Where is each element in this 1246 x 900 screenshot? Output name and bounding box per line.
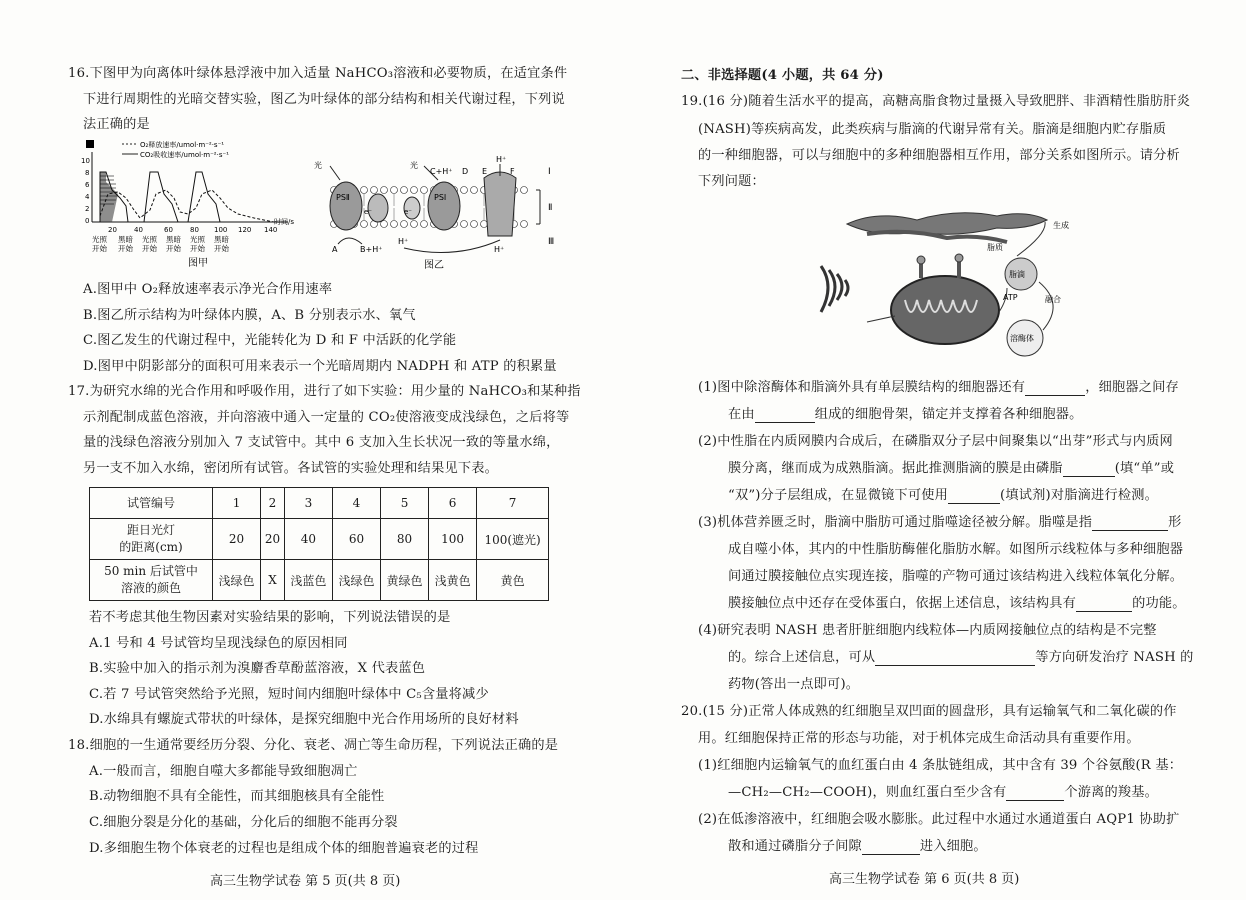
- q19-sub3-line-3: 间通过膜接触位点实现连接，脂噬的产物可通过该结构进入线粒体氧化分解。: [728, 569, 1184, 584]
- q19-sub3-line-1: [698, 515, 1182, 531]
- c-label: C+H⁺: [430, 167, 453, 176]
- phase-label: 光照: [142, 235, 157, 244]
- table-cell: 60: [332, 519, 380, 560]
- q19-stem-line-2: (NASH)等疾病高发，此类疾病与脂滴的代谢异常有关。脂滴是细胞内贮存脂质: [698, 122, 1167, 137]
- answer-blank[interactable]: [755, 409, 815, 423]
- q18-option-c: C.细胞分裂是分化的基础，分化后的细胞不能再分裂: [89, 815, 398, 830]
- q20-sub1-line-2: [728, 785, 1158, 801]
- figure-a-graph: [78, 138, 296, 270]
- phase-label: 黑暗: [166, 235, 181, 244]
- q17-stem-line-3: 量的浅绿色溶液分别加入 7 支试管中。其中 6 支加入生长状况一致的等量水绵，: [83, 435, 560, 450]
- table-cell: 100(遮光): [477, 519, 549, 560]
- q17-stem-line-2: 示剂配制成蓝色溶液，并向溶液中通入一定量的 CO₂使溶液变成浅绿色，之后将等: [83, 410, 570, 425]
- region-3-label: Ⅲ: [548, 237, 555, 247]
- text: (填“单”或: [1114, 461, 1175, 476]
- q19-stem-line-1: 19.(16 分)随着生活水平的提高，高糖高脂食物过量摄入导致肥胖、非酒精性脂肪肝炎: [681, 94, 1191, 109]
- table-cell: 5: [381, 488, 429, 519]
- answer-blank[interactable]: [862, 841, 920, 855]
- q18-option-d: D.多细胞生物个体衰老的过程也是组成个体的细胞普遍衰老的过程: [89, 841, 479, 856]
- table-cell: 浅绿色: [332, 560, 380, 601]
- phase-label: 开始: [190, 244, 205, 253]
- answer-blank[interactable]: [875, 652, 1035, 666]
- q16-option-a: A.图甲中 O₂释放速率表示净光合作用速率: [83, 282, 333, 297]
- q17-stem-line-4: 另一支不加入水绵，密闭所有试管。各试管的实验处理和结果见下表。: [83, 461, 499, 476]
- table-cell: 100: [429, 519, 477, 560]
- table-cell: 2: [261, 488, 285, 519]
- q20-sub2-line-1: (2)在低渗溶液中，红细胞会吸水膨胀。此过程中水通过水通道蛋白 AQP1 协助扩: [698, 812, 1180, 827]
- text: 形: [1168, 515, 1182, 530]
- answer-blank[interactable]: [948, 490, 1000, 504]
- page-footer-5: 高三生物学试卷 第 5 页(共 8 页): [210, 874, 401, 889]
- phase-label: 开始: [142, 244, 157, 253]
- q19-sub3-line-2: 成自噬小体，其内的中性脂肪酶催化脂肪水解。如图所示线粒体与多种细胞器: [728, 542, 1184, 557]
- ps2-label: PSⅡ: [336, 193, 350, 202]
- text: 膜分离，继而成为成熟脂滴。据此推测脂滴的膜是由磷脂: [728, 461, 1063, 476]
- q16-stem-line-1: 16.下图甲为向离体叶绿体悬浮液中加入适量 NaHCO₃溶液和必要物质，在适宜条件: [68, 66, 568, 81]
- q19-stem-line-3: 的一种细胞器，可以与细胞中的多种细胞器相互作用，部分关系如图所示。请分析: [698, 148, 1180, 163]
- answer-blank[interactable]: [1092, 517, 1168, 531]
- row-head-line: 50 min 后试管中: [104, 564, 198, 578]
- q17-option-d: D.水绵具有螺旋式带状的叶绿体，是探究细胞中光合作用场所的良好材料: [89, 712, 519, 727]
- answer-blank[interactable]: [1025, 382, 1085, 396]
- lipid-droplet-label: 脂滴: [1009, 270, 1025, 279]
- text: 的。综合上述信息，可从: [728, 650, 876, 665]
- q20-sub1-line-1: (1)红细胞内运输氧气的血红蛋白由 4 条肽链组成，其中含有 39 个谷氨酸(R 基：: [698, 758, 1183, 773]
- table-cell: [90, 560, 213, 601]
- text: (填试剂)对脂滴进行检测。: [1000, 488, 1158, 503]
- row-head-line: 溶液的颜色: [120, 581, 181, 595]
- q16-stem-line-2: 下进行周期性的光暗交替实验，图乙为叶绿体的部分结构和相关代谢过程，下列说: [83, 92, 565, 107]
- light1-label: 光: [314, 161, 322, 170]
- light2-label: 光: [410, 161, 418, 170]
- phase-label: 黑暗: [118, 235, 133, 244]
- x-tick: 20: [108, 226, 117, 234]
- table-row: [90, 519, 549, 560]
- table-cell: 浅黄色: [429, 560, 477, 601]
- q20-stem-line-1: 20.(15 分)正常人体成熟的红细胞呈双凹面的圆盘形，具有运输氧气和二氧化碳的作: [681, 704, 1177, 719]
- text: 膜接触位点中还存在受体蛋白，依据上述信息，该结构具有: [728, 596, 1077, 611]
- phase-label: 光照: [190, 235, 205, 244]
- answer-blank[interactable]: [1076, 598, 1132, 612]
- table-row: [90, 560, 549, 601]
- y-tick: 4: [85, 193, 90, 201]
- phase-label: 开始: [214, 244, 229, 253]
- q16-option-c: C.图乙发生的代谢过程中，光能转化为 D 和 F 中活跃的化学能: [83, 333, 457, 348]
- figure-a-caption: 图甲: [188, 258, 208, 269]
- x-tick: 140: [264, 226, 278, 234]
- figure-b-membrane: [304, 148, 564, 272]
- q18-option-b: B.动物细胞不具有全能性，而其细胞核具有全能性: [89, 789, 385, 804]
- q16-option-b: B.图乙所示结构为叶绿体内膜，A、B 分别表示水、氧气: [83, 308, 416, 323]
- phase-label: 黑暗: [214, 235, 229, 244]
- table-cell: 20: [213, 519, 261, 560]
- text: —CH₂—CH₂—COOH)，则血红蛋白至少含有: [728, 785, 1007, 800]
- text: 的功能。: [1132, 596, 1186, 611]
- h-low-label: H⁺: [494, 245, 505, 254]
- q17-option-a: A.1 号和 4 号试管均呈现浅绿色的原因相同: [89, 636, 348, 651]
- q16-option-d: D.图甲中阴影部分的面积可用来表示一个光暗周期内 NADPH 和 ATP 的积累量: [83, 359, 557, 374]
- answer-blank[interactable]: [1063, 463, 1115, 477]
- text: 散和通过磷脂分子间隙: [728, 839, 862, 854]
- h-top-label: H⁺: [496, 155, 507, 164]
- e2-label: e⁻: [404, 208, 413, 216]
- x-tick: 120: [238, 226, 252, 234]
- experiment-table: [89, 487, 549, 601]
- q19-sub4-line-3: 药物(答出一点即可)。: [728, 677, 860, 692]
- table-cell: 80: [381, 519, 429, 560]
- q19-sub4-line-2: [728, 650, 1194, 666]
- table-row: [90, 488, 549, 519]
- phase-label: 开始: [92, 244, 107, 253]
- e-label: E: [482, 167, 488, 176]
- q16-stem-line-3: 法正确的是: [83, 117, 150, 132]
- lysosome-label: 溶酶体: [1010, 334, 1034, 343]
- row-head-line: 的距离(cm): [119, 540, 183, 554]
- q19-sub2-line-1: (2)中性脂在内质网膜内合成后，在磷脂双分子层中间聚集以“出芽”形式与内质网: [698, 434, 1173, 449]
- q19-sub2-line-3: [728, 488, 1158, 504]
- row-head-line: 距日光灯: [126, 523, 175, 537]
- b-label: B+H⁺: [360, 245, 383, 254]
- q18-option-a: A.一般而言，细胞自噬大多都能导致细胞凋亡: [89, 764, 358, 779]
- q19-stem-line-4: 下列问题：: [698, 174, 765, 189]
- table-cell: 浅蓝色: [284, 560, 332, 601]
- table-cell: 40: [284, 519, 332, 560]
- h-mid-label: H⁺: [398, 237, 409, 246]
- table-cell: X: [261, 560, 285, 601]
- e1-label: e⁻: [364, 208, 373, 216]
- right-page: [623, 0, 1246, 900]
- d-label: D: [462, 167, 469, 176]
- table-cell: 黄色: [477, 560, 549, 601]
- q19-sub3-line-4: [728, 596, 1186, 612]
- figure-b-caption: 图乙: [424, 260, 444, 271]
- atp-label: ATP: [1003, 293, 1018, 302]
- q20-stem-line-2: 用。红细胞保持正常的形态与功能，对于机体完成生命活动具有重要作用。: [698, 731, 1140, 746]
- text: 个游离的羧基。: [1064, 785, 1159, 800]
- region-2-label: Ⅱ: [548, 203, 553, 213]
- answer-blank[interactable]: [1006, 787, 1064, 801]
- phase-label: 开始: [118, 244, 133, 253]
- y-tick: 8: [85, 169, 90, 177]
- legend-o2: O₂释放速率/umol·m⁻²·s⁻¹: [140, 141, 225, 149]
- q19-sub1-line-1: [698, 380, 1179, 396]
- text: (1)图中除溶酶体和脂滴外具有单层膜结构的细胞器还有: [698, 380, 1026, 395]
- q19-sub4-line-1: (4)研究表明 NASH 患者肝脏细胞内线粒体—内质网接触位点的结构是不完整: [698, 623, 1157, 638]
- y-tick: 6: [85, 181, 90, 189]
- region-1-label: Ⅰ: [548, 167, 551, 177]
- y-tick: 0: [85, 217, 90, 225]
- lipid-label: 脂质: [987, 243, 1003, 252]
- q17-stem-line-1: 17.为研究水绵的光合作用和呼吸作用，进行了如下实验：用少量的 NaHCO₃和某种指: [68, 384, 581, 399]
- q19-sub2-line-2: [728, 461, 1174, 477]
- q17-option-c: C.若 7 号试管突然给予光照，短时间内细胞叶绿体中 C₅含量将减少: [89, 687, 489, 702]
- page-footer-6: 高三生物学试卷 第 6 页(共 8 页): [829, 872, 1020, 887]
- text: “双”)分子层组成，在显微镜下可使用: [728, 488, 949, 503]
- x-unit: 时间/s: [274, 218, 295, 226]
- x-tick: 60: [164, 226, 173, 234]
- text: ，细胞器之间存: [1085, 380, 1179, 395]
- text: 在由: [728, 407, 755, 422]
- table-cell: 7: [477, 488, 549, 519]
- table-cell: 黄绿色: [381, 560, 429, 601]
- table-cell: 试管编号: [90, 488, 213, 519]
- organelle-figure: [807, 204, 1097, 364]
- ps1-label: PSⅠ: [434, 193, 447, 202]
- phase-label: 光照: [92, 235, 107, 244]
- x-tick: 100: [214, 226, 228, 234]
- table-cell: 浅绿色: [213, 560, 261, 601]
- text: (3)机体营养匮乏时，脂滴中脂肪可通过脂噬途径被分解。脂噬是指: [698, 515, 1093, 530]
- a-label: A: [332, 245, 338, 254]
- x-tick: 40: [134, 226, 143, 234]
- q20-sub2-line-2: [728, 839, 987, 855]
- x-tick: 80: [190, 226, 199, 234]
- text: 进入细胞。: [919, 839, 987, 854]
- table-cell: 4: [332, 488, 380, 519]
- table-cell: 6: [429, 488, 477, 519]
- table-cell: 3: [284, 488, 332, 519]
- generate-label: 生成: [1053, 221, 1069, 230]
- phase-label: 开始: [166, 244, 181, 253]
- section-title: 二、非选择题(4 小题，共 64 分): [681, 68, 884, 83]
- fuse-label: 融合: [1045, 295, 1061, 304]
- q18-stem: 18.细胞的一生通常要经历分裂、分化、衰老、凋亡等生命历程，下列说法正确的是: [68, 738, 559, 753]
- table-cell: 1: [213, 488, 261, 519]
- table-cell: [90, 519, 213, 560]
- q19-sub1-line-2: [728, 407, 1083, 423]
- text: 组成的细胞骨架，锚定并支撑着各种细胞器。: [814, 407, 1083, 422]
- y-tick: 10: [81, 157, 90, 165]
- q17-option-b: B.实验中加入的指示剂为溴麝香草酚蓝溶液，X 代表蓝色: [89, 661, 426, 676]
- legend-co2: CO₂吸收速率/umol·m⁻²·s⁻¹: [140, 151, 229, 159]
- table-cell: 20: [261, 519, 285, 560]
- text: 等方向研发治疗 NASH 的: [1035, 650, 1194, 665]
- y-tick: 2: [85, 205, 90, 213]
- q17-stem-2: 若不考虑其他生物因素对实验结果的影响，下列说法错误的是: [89, 610, 451, 625]
- f-label: F: [510, 167, 515, 176]
